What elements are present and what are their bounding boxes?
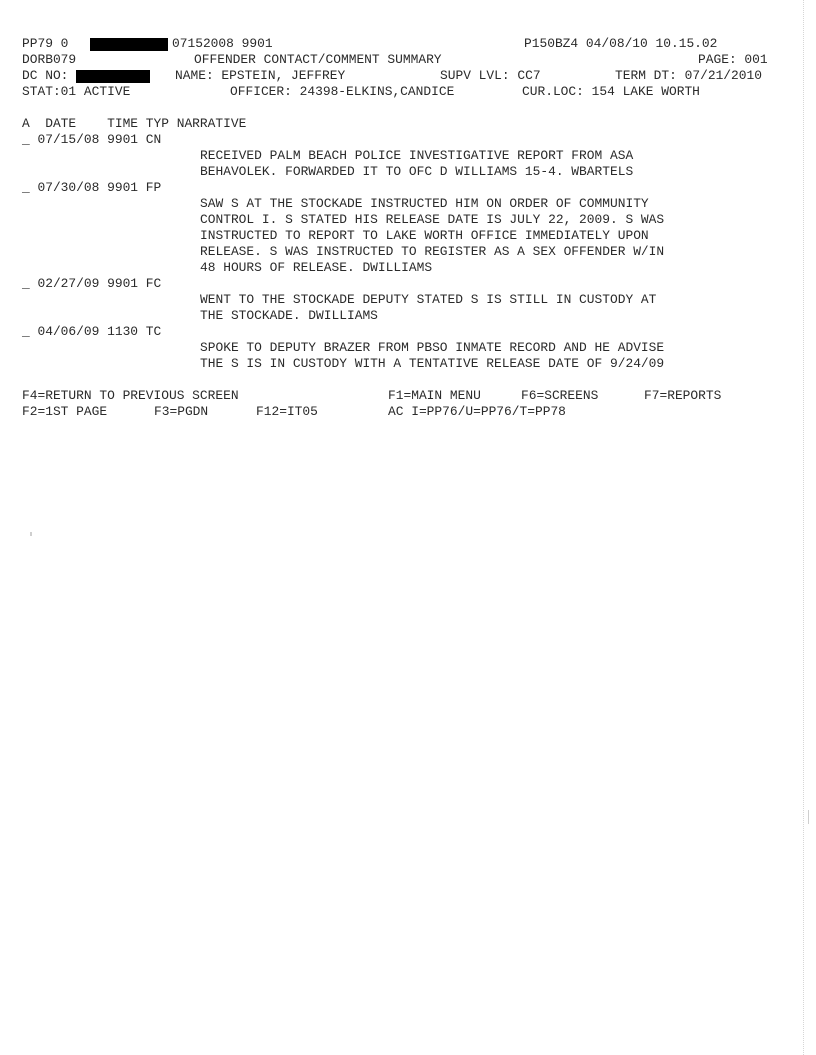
- entry-narrative: WENT TO THE STOCKADE DEPUTY STATED S IS STILL IN CUSTODY AT THE STOCKADE. DWILLIAMS: [200, 292, 657, 323]
- action-codes: AC I=PP76/U=PP76/T=PP78: [388, 404, 566, 419]
- first-page-key-hint[interactable]: F2=1ST PAGE: [22, 404, 108, 419]
- status-field: STAT:01 ACTIVE: [22, 84, 131, 99]
- footer-line-2: [22, 404, 792, 420]
- entry-header[interactable]: _ 07/30/08 9901 FP: [22, 180, 162, 195]
- screen-code: DORB079: [22, 52, 77, 67]
- page-down-key-hint[interactable]: F3=PGDN: [154, 404, 209, 419]
- current-location: CUR.LOC: 154 LAKE WORTH: [522, 84, 700, 99]
- scan-speck: [808, 810, 809, 824]
- list-item: [22, 276, 792, 324]
- screens-key-hint[interactable]: F6=SCREENS: [521, 388, 599, 403]
- redaction-box: [76, 70, 150, 83]
- list-item: [22, 180, 792, 276]
- entry-header[interactable]: _ 02/27/09 9901 FC: [22, 276, 162, 291]
- scan-edge: [803, 0, 816, 1055]
- footer-line-1: [22, 388, 792, 404]
- entry-header[interactable]: _ 07/15/08 9901 CN: [22, 132, 162, 147]
- header-line-3: [22, 68, 792, 84]
- list-item: [22, 324, 792, 372]
- record-id: 07152008 9901: [172, 36, 273, 51]
- dc-number-label: DC NO:: [22, 68, 69, 83]
- main-menu-key-hint[interactable]: F1=MAIN MENU: [388, 388, 481, 403]
- term-date: TERM DT: 07/21/2010: [615, 68, 762, 83]
- offender-name: NAME: EPSTEIN, JEFFREY: [175, 68, 346, 83]
- list-item: [22, 132, 792, 180]
- it05-key-hint[interactable]: F12=IT05: [256, 404, 318, 419]
- page-title: OFFENDER CONTACT/COMMENT SUMMARY: [194, 52, 442, 67]
- supervision-level: SUPV LVL: CC7: [440, 68, 541, 83]
- program-id: PP79 0: [22, 36, 69, 51]
- entry-header[interactable]: _ 04/06/09 1130 TC: [22, 324, 162, 339]
- page-number: PAGE: 001: [698, 52, 768, 67]
- entry-narrative: SPOKE TO DEPUTY BRAZER FROM PBSO INMATE RECORD AND HE ADVISE THE S IS IN CUSTODY WITH A TENTATIVE RELEASE DATE OF 9/24/09: [200, 340, 665, 371]
- terminal-screen: [22, 36, 792, 420]
- column-headings: A DATE TIME TYP NARRATIVE: [22, 116, 247, 131]
- officer-field: OFFICER: 24398-ELKINS,CANDICE: [230, 84, 455, 99]
- entry-narrative: SAW S AT THE STOCKADE INSTRUCTED HIM ON ORDER OF COMMUNITY CONTROL I. S STATED HIS RELEASE DATE IS JULY 22, 2009. S WAS INSTRUCTED TO REPORT TO LAKE WORTH OFFICE IMMEDIATELY UPON RELEASE. S WAS INSTRUCTED TO REGISTER AS A SEX OFFENDER W/IN 48 HOURS OF RELEASE. DWILLIAMS: [200, 196, 665, 275]
- return-key-hint[interactable]: F4=RETURN TO PREVIOUS SCREEN: [22, 388, 239, 403]
- entry-narrative: RECEIVED PALM BEACH POLICE INVESTIGATIVE REPORT FROM ASA BEHAVOLEK. FORWARDED IT TO OFC D WILLIAMS 15-4. WBARTELS: [200, 148, 634, 179]
- scan-speck: [30, 532, 32, 536]
- reports-key-hint[interactable]: F7=REPORTS: [644, 388, 722, 403]
- header-line-2: [22, 52, 792, 68]
- redaction-box: [90, 38, 168, 51]
- header-line-1: [22, 36, 792, 52]
- header-line-4: [22, 84, 792, 100]
- terminal-timestamp: P150BZ4 04/08/10 10.15.02: [524, 36, 718, 51]
